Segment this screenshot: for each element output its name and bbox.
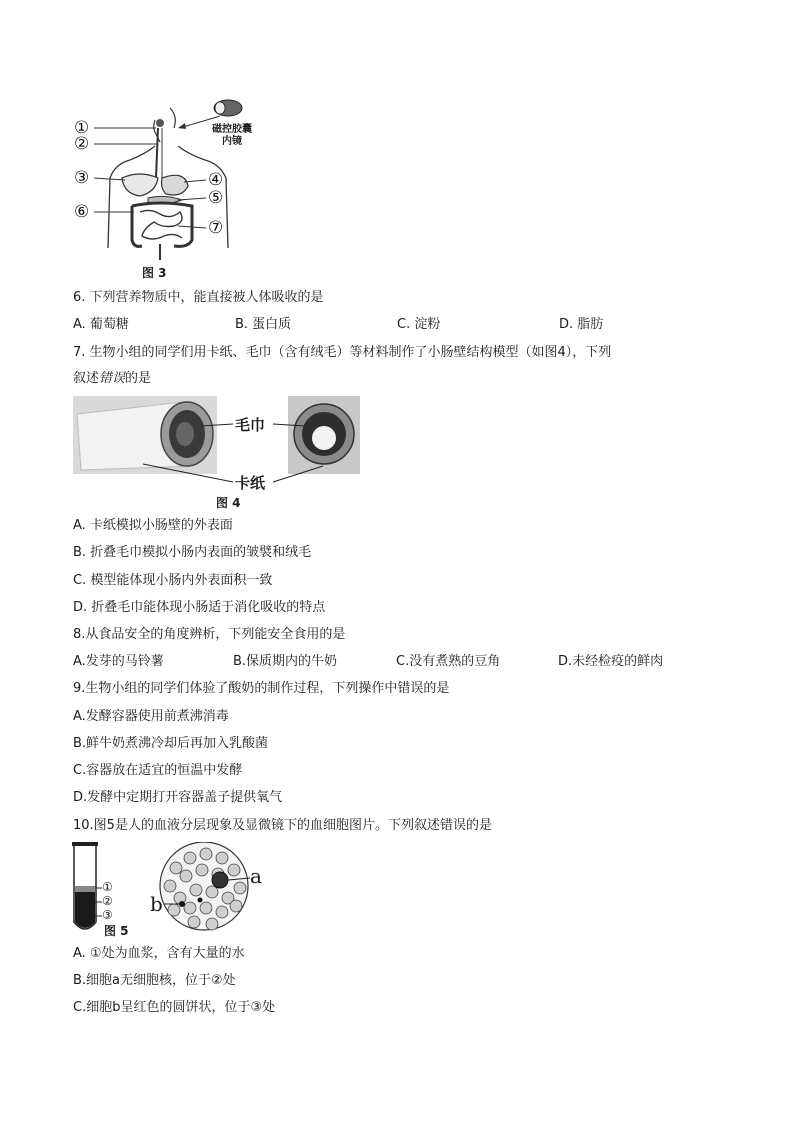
fig5-caption: 图 5 bbox=[104, 924, 129, 938]
q9-option-d: D.发酵中定期打开容器盖子提供氧气 bbox=[73, 790, 283, 805]
q6-option-b: B. 蛋白质 bbox=[235, 317, 292, 332]
q6-option-c: C. 淀粉 bbox=[397, 317, 441, 332]
q7-stem-prefix: 叙述 bbox=[73, 371, 100, 386]
q8-option-d: D.未经检疫的鲜肉 bbox=[558, 654, 664, 669]
fig3-marker-1: ① bbox=[74, 118, 90, 138]
fig3-caption: 图 3 bbox=[142, 266, 167, 280]
figure-5 bbox=[70, 842, 270, 938]
tube-marker-2: ② bbox=[102, 894, 113, 908]
capsule-label-line2: 内镜 bbox=[222, 136, 242, 147]
q7-stem-line1: 7. 生物小组的同学们用卡纸、毛巾（含有绒毛）等材料制作了小肠壁结构模型（如图4），下列 bbox=[73, 345, 612, 360]
cell-label-a: a bbox=[250, 864, 262, 888]
q10-option-a: A. ①处为血浆，含有大量的水 bbox=[73, 946, 245, 961]
q8-option-a: A.发芽的马铃薯 bbox=[73, 654, 164, 669]
fig3-marker-5: ⑤ bbox=[208, 188, 224, 208]
q7-option-d: D. 折叠毛巾能体现小肠适于消化吸收的特点 bbox=[73, 600, 326, 615]
tube-marker-1: ① bbox=[102, 880, 113, 894]
fig3-marker-3: ③ bbox=[74, 168, 90, 188]
q7-stem-emphasis: 错误 bbox=[99, 371, 126, 386]
fig3-marker-4: ④ bbox=[208, 170, 224, 190]
q8-option-b: B.保质期内的牛奶 bbox=[233, 654, 338, 669]
q9-option-a: A.发酵容器使用前煮沸消毒 bbox=[73, 709, 229, 724]
q10-stem: 10.图5是人的血液分层现象及显微镜下的血细胞图片。下列叙述错误的是 bbox=[73, 818, 492, 833]
fig3-marker-7: ⑦ bbox=[208, 218, 224, 238]
fig4-caption: 图 4 bbox=[216, 496, 241, 510]
q6-option-a: A. 葡萄糖 bbox=[73, 317, 129, 332]
q8-stem: 8.从食品安全的角度辨析，下列能安全食用的是 bbox=[73, 627, 346, 642]
q8-option-c: C.没有煮熟的豆角 bbox=[396, 654, 501, 669]
capsule-endoscope-icon bbox=[214, 100, 242, 116]
blood-tube-and-cells bbox=[70, 842, 270, 938]
q7-stem-line2 bbox=[73, 371, 151, 387]
q7-option-b: B. 折叠毛巾模拟小肠内表面的皱襞和绒毛 bbox=[73, 545, 312, 560]
fig3-marker-6: ⑥ bbox=[74, 202, 90, 222]
capsule-label-line1: 磁控胶囊 bbox=[212, 124, 252, 135]
fig4-label-card: 卡纸 bbox=[235, 474, 266, 492]
q9-option-c: C.容器放在适宜的恒温中发酵 bbox=[73, 763, 243, 778]
intestine-model-photo bbox=[73, 396, 373, 494]
q6-stem: 6. 下列营养物质中，能直接被人体吸收的是 bbox=[73, 290, 324, 305]
q9-option-b: B.鲜牛奶煮沸冷却后再加入乳酸菌 bbox=[73, 736, 269, 751]
q9-stem: 9.生物小组的同学们体验了酸奶的制作过程，下列操作中错误的是 bbox=[73, 681, 450, 696]
tube-marker-3: ③ bbox=[102, 908, 113, 922]
q6-option-d: D. 脂肪 bbox=[559, 317, 604, 332]
fig4-label-towel: 毛巾 bbox=[235, 416, 266, 434]
cell-label-b: b bbox=[150, 892, 163, 916]
figure-4 bbox=[73, 396, 373, 510]
fig3-marker-2: ② bbox=[74, 134, 90, 154]
q7-option-c: C. 模型能体现小肠内外表面积一致 bbox=[73, 573, 273, 588]
q10-option-b: B.细胞a无细胞核，位于②处 bbox=[73, 973, 236, 988]
figure-3 bbox=[70, 98, 270, 278]
q7-stem-suffix: 的是 bbox=[125, 371, 152, 386]
q10-option-c: C.细胞b呈红色的圆饼状，位于③处 bbox=[73, 1000, 276, 1015]
q7-option-a: A. 卡纸模拟小肠壁的外表面 bbox=[73, 518, 233, 533]
